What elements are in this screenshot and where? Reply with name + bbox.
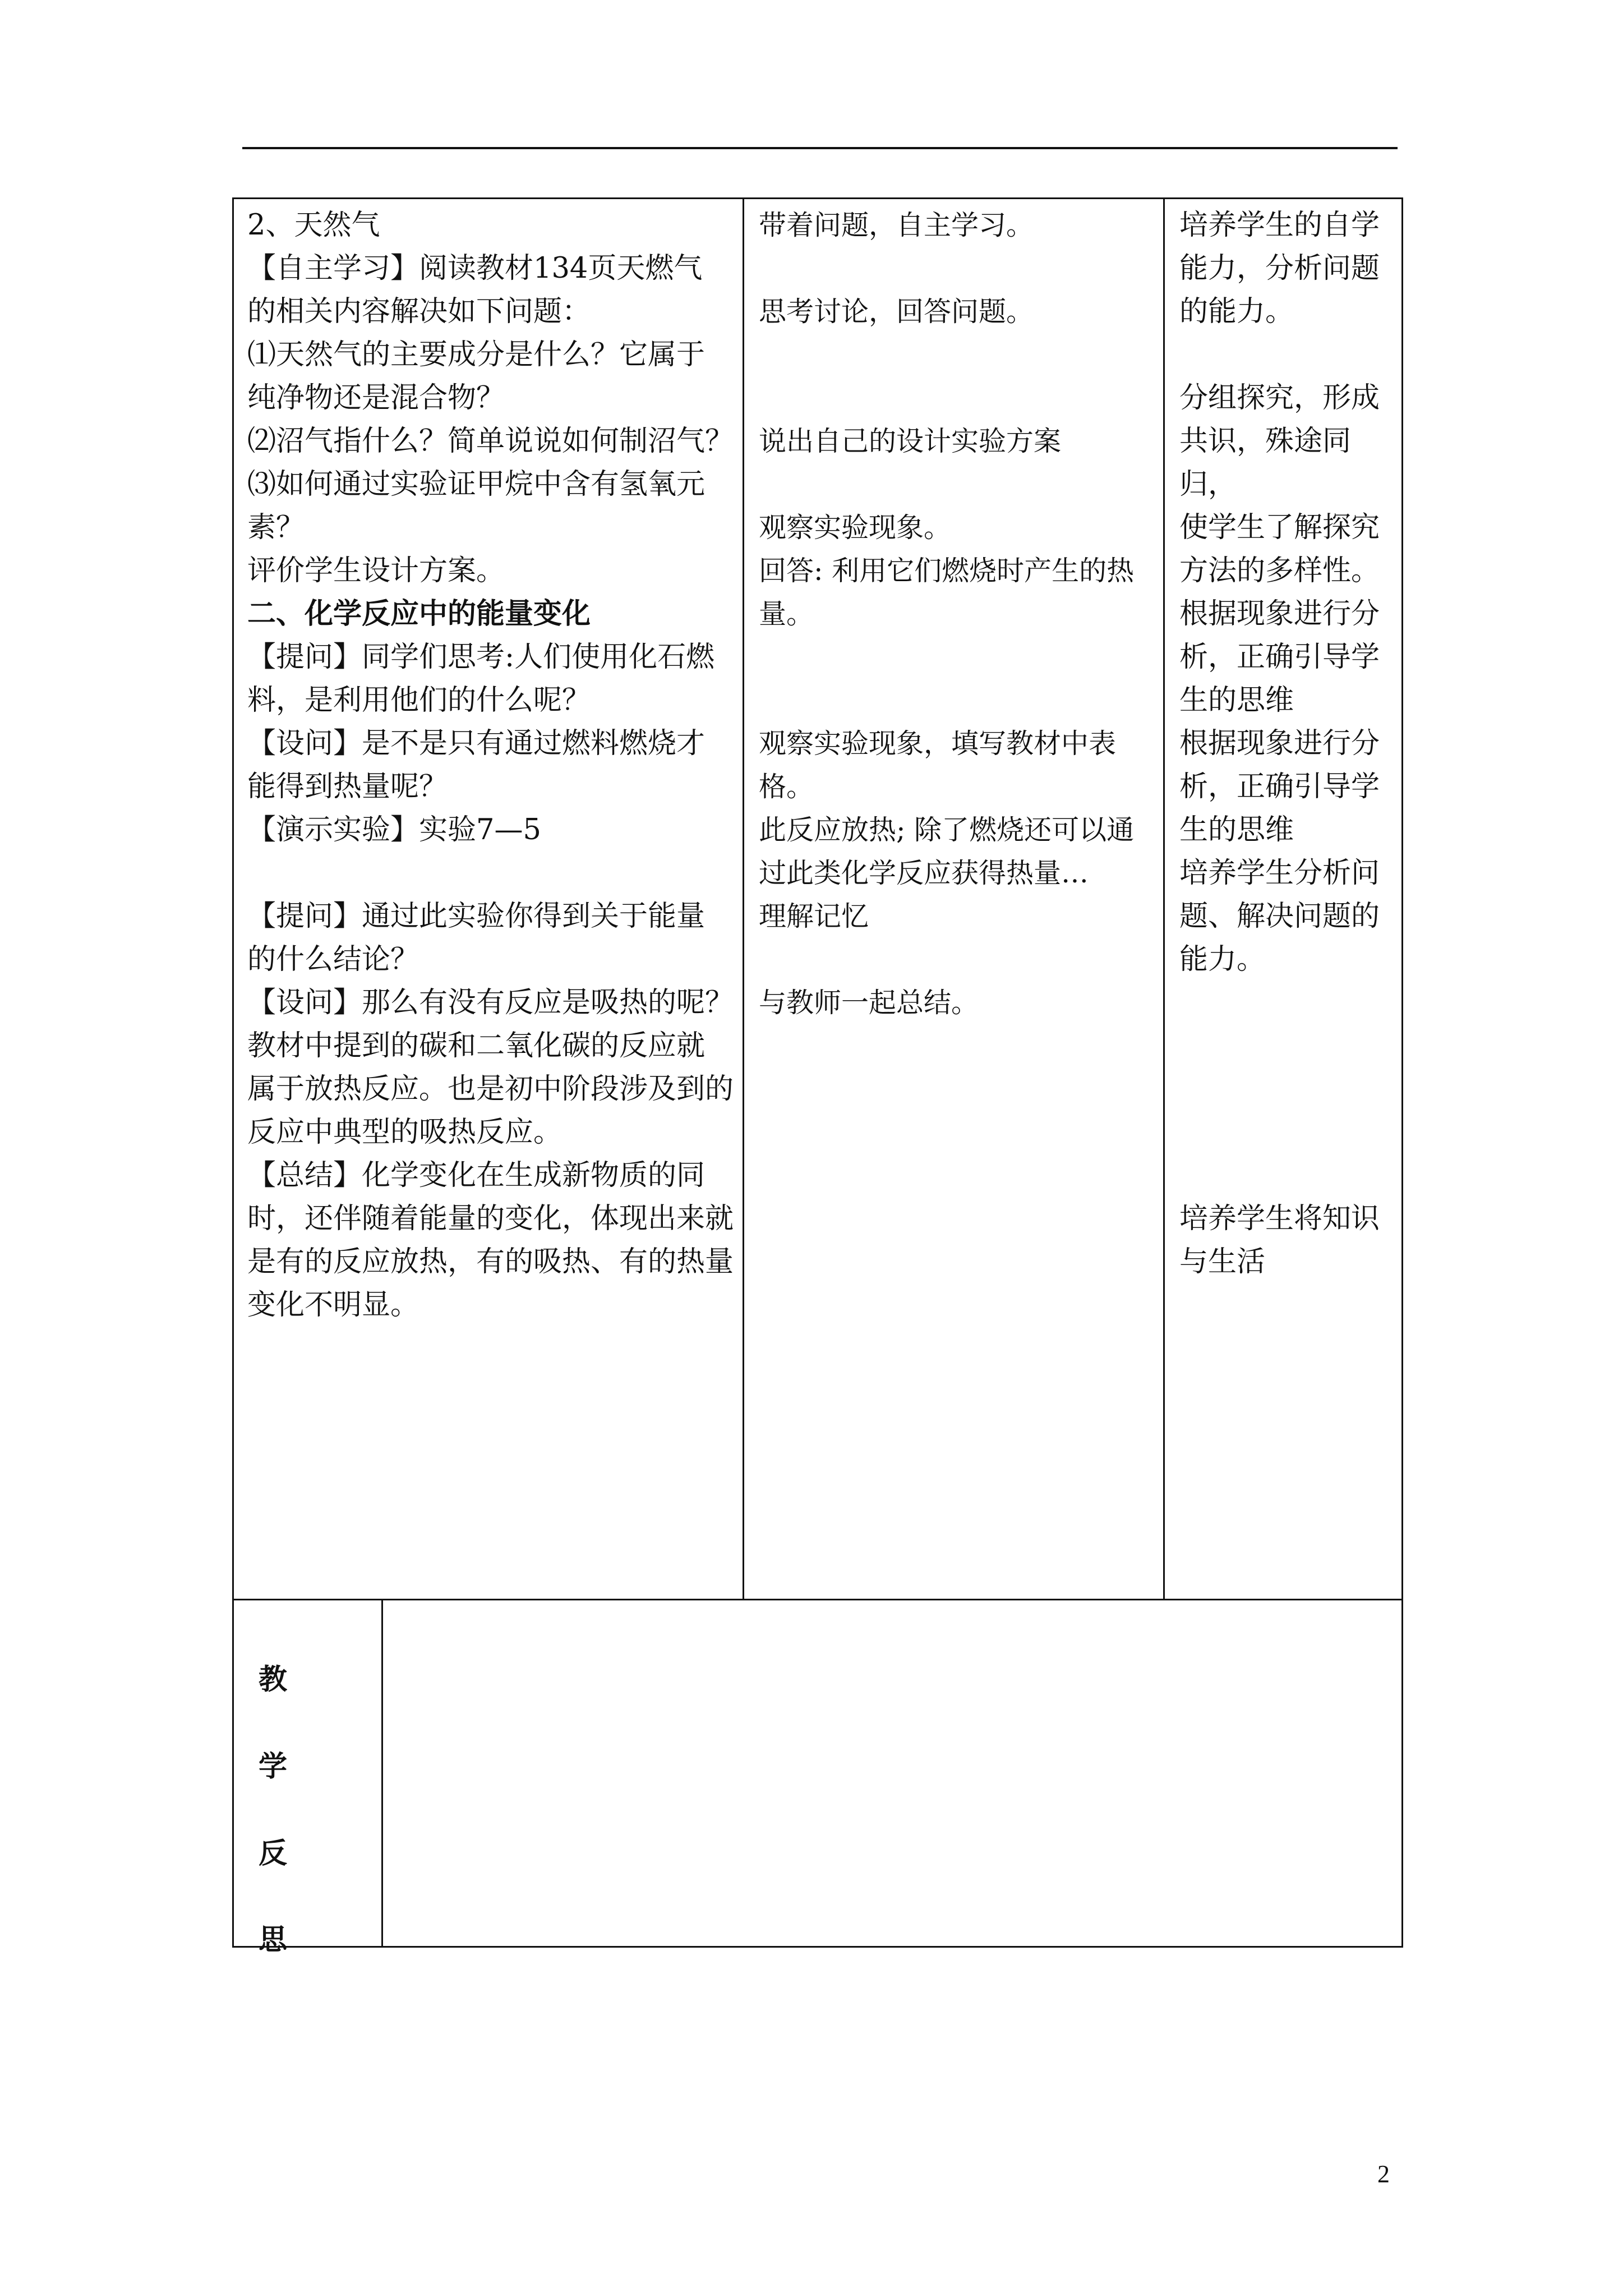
- text-line: 带着问题，自主学习。: [759, 209, 1034, 241]
- text-line: 变化不明显。: [247, 1289, 419, 1322]
- text-line: 是有的反应放热，有的吸热、有的热量: [247, 1245, 734, 1278]
- text-line: 反应中典型的吸热反应。: [247, 1116, 562, 1149]
- teacher-activity-cell: [247, 204, 735, 1327]
- text-line: 析，正确引导学: [1179, 641, 1380, 674]
- text-line: 与生活: [1179, 1245, 1266, 1278]
- text-line: 【设问】是不是只有通过燃料燃烧才: [247, 727, 706, 760]
- text-line: 析，正确引导学: [1179, 770, 1380, 803]
- page-number: 2: [1377, 2160, 1390, 2188]
- text-line: 观察实验现象。: [759, 512, 952, 544]
- text-line: 观察实验现象，填写教材中表格。: [759, 728, 1117, 803]
- text-line: 说出自己的设计实验方案: [759, 425, 1062, 457]
- text-line: 【提问】通过此实验你得到关于能量: [247, 900, 706, 933]
- text-line: 培养学生的自学: [1179, 209, 1380, 242]
- reflection-char: 教: [259, 1663, 288, 1696]
- text-line: ⑴天然气的主要成分是什么？它属于: [247, 338, 706, 371]
- reflection-char: 学: [259, 1750, 288, 1783]
- text-line: 使学生了解探究: [1179, 511, 1380, 544]
- text-line: 评价学生设计方案。: [247, 554, 505, 587]
- text-line: 理解记忆: [759, 900, 869, 932]
- column-divider-2: [1163, 199, 1165, 1599]
- text-line: 的能力。: [1179, 295, 1294, 328]
- text-line: 量。: [759, 598, 814, 630]
- text-line: 【提问】同学们思考:人们使用化石燃: [247, 641, 715, 674]
- text-line: 素？: [247, 511, 305, 544]
- text-line: 2、天然气: [247, 209, 380, 242]
- text-line: ⑵沼气指什么？简单说说如何制沼气？: [247, 425, 734, 458]
- text-line: 时，还伴随着能量的变化，体现出来就: [247, 1202, 734, 1235]
- text-line: 属于放热反应。也是初中阶段涉及到的: [247, 1073, 734, 1106]
- text-line: 能力，分析问题: [1179, 252, 1380, 285]
- text-line: 此反应放热; 除了燃烧还可以通: [759, 814, 1135, 846]
- text-line: 的什么结论？: [247, 943, 419, 976]
- text-line: 过此类化学反应获得热量…: [759, 857, 1089, 889]
- text-line: 思考讨论，回答问题。: [759, 296, 1034, 328]
- text-line: 生的思维: [1179, 684, 1294, 717]
- student-activity-cell: [759, 204, 1160, 1024]
- text-line: 纯净物还是混合物？: [247, 381, 505, 415]
- section-heading: 二、化学反应中的能量变化: [247, 597, 591, 631]
- text-line: 根据现象进行分: [1179, 727, 1380, 760]
- header-rule: [242, 147, 1398, 149]
- text-line: 的相关内容解决如下问题：: [247, 295, 591, 328]
- teaching-reflection-content: [383, 1600, 1401, 1946]
- reflection-char: 反: [259, 1837, 288, 1870]
- text-line: 【演示实验】实验7—5: [247, 813, 541, 846]
- text-line: 培养学生将知识: [1179, 1202, 1380, 1235]
- text-line: 能得到热量呢？: [247, 770, 448, 803]
- text-line: 回答: 利用它们燃烧时产生的热: [759, 555, 1135, 587]
- column-divider-1: [743, 199, 744, 1599]
- text-line: 生的思维: [1179, 813, 1294, 846]
- text-line: 题、解决问题的: [1179, 900, 1380, 933]
- text-line: ⑶如何通过实验证甲烷中含有氢氧元: [247, 468, 706, 501]
- text-line: 培养学生分析问: [1179, 857, 1380, 890]
- text-line: 分组探究，形成: [1179, 381, 1380, 415]
- text-line: 能力。: [1179, 943, 1266, 976]
- text-line: 共识，殊途同归，: [1179, 425, 1352, 501]
- text-line: 与教师一起总结。: [759, 987, 979, 1019]
- text-line: 【自主学习】阅读教材134页天燃气: [247, 252, 703, 285]
- reflection-char: 思: [259, 1923, 288, 1957]
- text-line: 【设问】那么有没有反应是吸热的呢？: [247, 986, 734, 1019]
- text-line: 根据现象进行分: [1179, 597, 1380, 631]
- text-line: 【总结】化学变化在生成新物质的同: [247, 1159, 706, 1192]
- lesson-table: [232, 197, 1403, 1957]
- design-purpose-cell: [1179, 204, 1398, 1283]
- text-line: 教材中提到的碳和二氧化碳的反应就: [247, 1029, 706, 1062]
- text-line: 料，是利用他们的什么呢？: [247, 684, 591, 717]
- text-line: 方法的多样性。: [1179, 554, 1380, 587]
